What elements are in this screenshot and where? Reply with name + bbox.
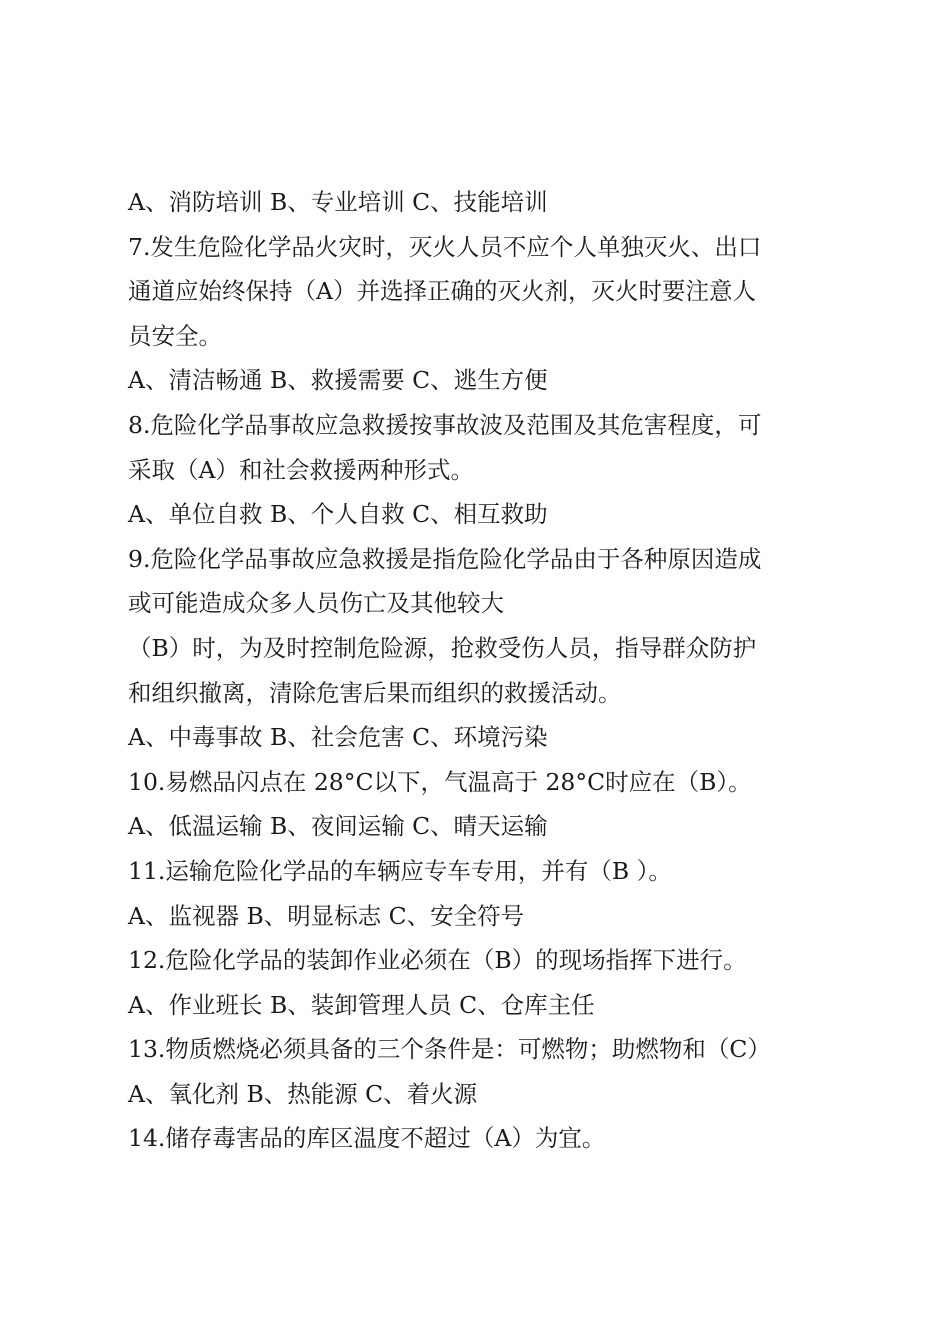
answer-options-6: A、消防培训 B、专业培训 C、技能培训 bbox=[128, 188, 548, 216]
answer-options-9: A、中毒事故 B、社会危害 C、环境污染 bbox=[128, 723, 548, 752]
question-13: 13.物质燃烧必须具备的三个条件是：可燃物；助燃物和（C） bbox=[128, 1035, 771, 1064]
question-14: 14.储存毒害品的库区温度不超过（A）为宜。 bbox=[128, 1124, 606, 1153]
answer-options-10: A、低温运输 B、夜间运输 C、晴天运输 bbox=[128, 812, 548, 841]
answer-options-13: A、氧化剂 B、热能源 C、着火源 bbox=[128, 1079, 478, 1108]
question-11: 11.运输危险化学品的车辆应专车专用，并有（B ）。 bbox=[128, 856, 672, 885]
question-8-line-1: 8.危险化学品事故应急救援按事故波及范围及其危害程度，可 bbox=[128, 410, 762, 439]
question-7-line-1: 7.发生危险化学品火灾时，灭火人员不应个人单独灭火、出口 bbox=[128, 232, 762, 261]
answer-options-8: A、单位自救 B、个人自救 C、相互救助 bbox=[128, 500, 548, 529]
answer-options-12: A、作业班长 B、装卸管理人员 C、仓库主任 bbox=[128, 990, 595, 1019]
question-9-line-4: 和组织撤离，清除危害后果而组织的救援活动。 bbox=[128, 678, 622, 707]
question-7-line-3: 员安全。 bbox=[128, 321, 222, 350]
question-9-line-3: （B）时，为及时控制危险源，抢救受伤人员，指导群众防护 bbox=[128, 633, 757, 662]
question-12: 12.危险化学品的装卸作业必须在（B）的现场指挥下进行。 bbox=[128, 946, 747, 975]
answer-options-7: A、清洁畅通 B、救援需要 C、逃生方便 bbox=[128, 366, 548, 395]
question-9-line-1: 9.危险化学品事故应急救援是指危险化学品由于各种原因造成 bbox=[128, 544, 762, 573]
question-10: 10.易燃品闪点在 28°C以下，气温高于 28°C时应在（B）。 bbox=[128, 767, 752, 796]
question-8-line-2: 采取（A）和社会救援两种形式。 bbox=[128, 455, 474, 484]
question-9-line-2: 或可能造成众多人员伤亡及其他较大 bbox=[128, 589, 504, 618]
answer-options-11: A、监视器 B、明显标志 C、安全符号 bbox=[128, 901, 525, 930]
question-7-line-2: 通道应始终保持（A）并选择正确的灭火剂，灭火时要注意人 bbox=[128, 277, 756, 306]
document-body bbox=[128, 180, 828, 1161]
